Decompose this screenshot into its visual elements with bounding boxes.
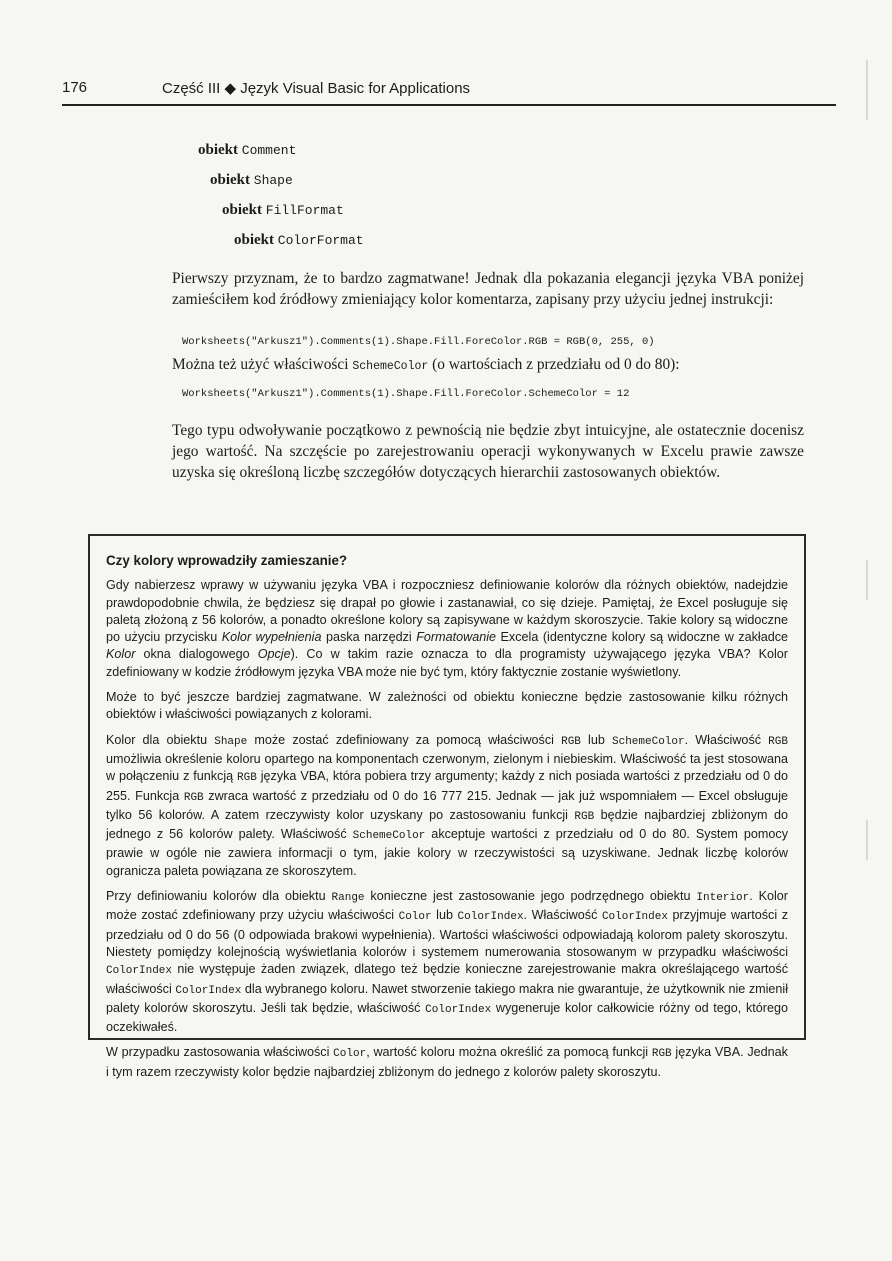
text-run: okna dialogowego <box>135 647 258 662</box>
hierarchy-object-name: Comment <box>241 143 297 158</box>
inline-code: SchemeColor <box>352 360 429 373</box>
inline-code: RGB <box>183 791 204 804</box>
text-run: lub <box>580 732 612 747</box>
text-run: dla wybranego koloru. Nawet stworzenie takiego makra nie gwarantuje, że użytkownik nie zmienił palety kolorów skoroszytu. Jeśli tak będzie, właściwość <box>106 981 789 1015</box>
running-title: Część III ◆ Język Visual Basic for Applications <box>162 80 471 97</box>
hierarchy-keyword: obiekt <box>210 172 251 188</box>
inline-code: Color <box>333 1048 367 1061</box>
inline-code: Shape <box>214 735 248 748</box>
sidebar-paragraph <box>106 577 788 681</box>
hierarchy-keyword: obiekt <box>222 202 263 218</box>
sidebar-paragraph <box>106 1044 788 1081</box>
ui-term: Opcje <box>257 647 291 662</box>
hierarchy-item <box>222 202 344 219</box>
hierarchy-object-name: FillFormat <box>265 203 344 218</box>
body-paragraph: Pierwszy przyznam, że to bardzo zagmatwane! Jednak dla pokazania elegancji języka VBA poniżej zamieściłem kod źródłowy zmieniający kolor komentarza, zapisany przy użyciu jednej instrukcji: <box>172 270 804 308</box>
sidebar-paragraph: Może to być jeszcze bardziej zagmatwane. W zależności od obiektu konieczne będzie zastosowanie kilku różnych obiektów i właściwości powiązanych z kolorami. <box>106 690 788 722</box>
code-line: Worksheets("Arkusz1").Comments(1).Shape.Fill.ForeColor.RGB = RGB(0, 255, 0) <box>182 336 655 348</box>
text-run: Można też użyć właściwości <box>172 356 353 373</box>
hierarchy-keyword: obiekt <box>234 232 275 248</box>
text-run: zwraca wartość z przedziału od 0 do 16 777 215. Jednak — jak już wspomniałem — Excel obsługuje tylko 56 kolorów. A zatem rzeczywisty kolor uzyskany po zastosowaniu funkcji <box>106 788 788 822</box>
inline-code: ColorIndex <box>425 1003 492 1016</box>
hierarchy-object-name: ColorFormat <box>277 233 364 248</box>
margin-scan-mark <box>866 820 868 860</box>
hierarchy-keyword: obiekt <box>198 142 239 158</box>
code-line: Worksheets("Arkusz1").Comments(1).Shape.Fill.ForeColor.SchemeColor = 12 <box>182 388 630 400</box>
text-run: języka VBA, która pobiera trzy argumenty; każdy z nich posiada wartości z przedziału od 0 do 255. Funkcja <box>106 769 788 803</box>
text-run: nie występuje żaden związek, dlatego też będzie konieczne zarejestrowanie makra określającego wartość właściwości <box>106 962 788 996</box>
text-run: umożliwia określenie koloru opartego na komponentach czerwonym, zielonym i niebieskim. Właściwość ta jest stosowana w połączeniu z funkcją <box>106 751 788 784</box>
hierarchy-object-name: Shape <box>253 173 293 188</box>
inline-code: ColorIndex <box>601 911 668 924</box>
inline-code: RGB <box>561 735 581 748</box>
text-run: Kolor dla obiektu <box>106 732 215 747</box>
text-run: lub <box>431 908 458 923</box>
inline-code: ColorIndex <box>175 984 242 997</box>
ui-term: Formatowanie <box>416 630 497 645</box>
text-run: ). Co w takim razie oznacza to dla programisty używającego języka VBA? Kolor zdefiniowany w kodzie źródłowym języka VBA może nie być tym, który faktycznie zostanie wyświetlony. <box>106 647 789 679</box>
page-header <box>62 76 836 106</box>
inline-code: Color <box>398 911 432 924</box>
text-run: W przypadku zastosowania właściwości <box>106 1045 334 1060</box>
inline-code: RGB <box>574 810 595 823</box>
text-run: . Kolor może zostać zdefiniowany przy użyciu właściwości <box>106 889 788 923</box>
text-run: (o wartościach z przedziału od 0 do 80): <box>428 356 680 373</box>
page-number: 176 <box>62 79 88 96</box>
text-run: języka VBA. Jednak i tym razem rzeczywisty kolor będzie najbardziej zbliżonym do jednego z kolorów palety skoroszytu. <box>106 1045 788 1079</box>
sidebar-box <box>88 534 806 1079</box>
sidebar-paragraph <box>106 732 788 880</box>
ui-term: Kolor <box>106 647 136 662</box>
hierarchy-item <box>234 232 364 249</box>
body-paragraph: Tego typu odwoływanie początkowo z pewnością nie będzie zbyt intuicyjne, ale ostatecznie docenisz jego wartość. Na szczęście po zarejestrowaniu operacji wykonywanych w Excelu prawie zawsze uzyska się określoną liczbę szczegółów dotyczących hierarchii zastosowanych obiektów. <box>172 422 804 481</box>
sidebar-title: Czy kolory wprowadziły zamieszanie? <box>106 553 348 568</box>
inline-code: RGB <box>651 1048 672 1061</box>
text-run: Gdy nabierzesz wprawy w używaniu języka VBA i rozpoczniesz definiowanie kolorów dla różnych obiektów, nadejdzie prawdopodobnie chwila, że będziesz się drapał po głowie i zastanawiał, co się dzieje. Pamiętaj, że Excel posługuje się paletą złożoną z 56 kolorów, a ponadto określone kolory są zapisywane w każdym skoroszycie. Takie kolory są widoczne po użyciu przycisku <box>106 578 788 645</box>
inline-code: RGB <box>768 735 788 748</box>
body-paragraph <box>172 354 804 377</box>
inline-code: SchemeColor <box>352 830 426 843</box>
inline-code: ColorIndex <box>106 965 173 978</box>
text-run: wygeneruje kolor całkowicie różny od tego, którego oczekiwałeś. <box>106 1000 788 1035</box>
text-run: . Właściwość <box>523 908 602 923</box>
ui-term: Kolor wypełnienia <box>221 630 322 645</box>
inline-code: Range <box>331 892 365 905</box>
text-run: , wartość koloru można określić za pomocą funkcji <box>366 1045 652 1060</box>
text-run: Excela (identyczne kolory są widoczne w zakładce <box>496 630 788 645</box>
text-run: będzie najbardziej zbliżonym do jednego z 56 kolorów palety. Właściwość <box>106 807 788 842</box>
text-run: przyjmuje wartości z przedziału od 0 do 56 (0 odpowiada brakowi wypełnienia). Wartości właściwości odpowiadają kolorom palety skoroszytu. Niestety pomiędzy kolejnością wyświetlania kolorów i systemem numerowania stosowanym w przypadku właściwości <box>106 908 788 959</box>
inline-code: RGB <box>237 772 257 785</box>
inline-code: ColorIndex <box>457 911 524 924</box>
hierarchy-item <box>210 172 293 189</box>
sidebar-paragraph <box>106 888 788 1036</box>
inline-code: Interior <box>696 892 750 905</box>
hierarchy-item <box>198 142 296 159</box>
margin-scan-mark <box>866 60 868 120</box>
text-run: konieczne jest zastosowanie jego podrzędnego obiektu <box>364 889 697 904</box>
text-run: paska narzędzi <box>321 630 417 645</box>
text-run: może zostać zdefiniowany za pomocą właściwości <box>247 732 562 747</box>
text-run: akceptuje wartości z przedziału od 0 do 80. System pomocy prawie w ogóle nie zawiera informacji o tym, jakie kolory w rzeczywistości są uzyskiwane. Jednak liczbę kolorów ogranicza paleta powiązana ze skoroszytem. <box>106 827 788 878</box>
inline-code: SchemeColor <box>612 735 685 748</box>
margin-scan-mark <box>866 560 868 600</box>
text-run: Przy definiowaniu kolorów dla obiektu <box>106 889 332 904</box>
text-run: . Właściwość <box>684 732 769 747</box>
